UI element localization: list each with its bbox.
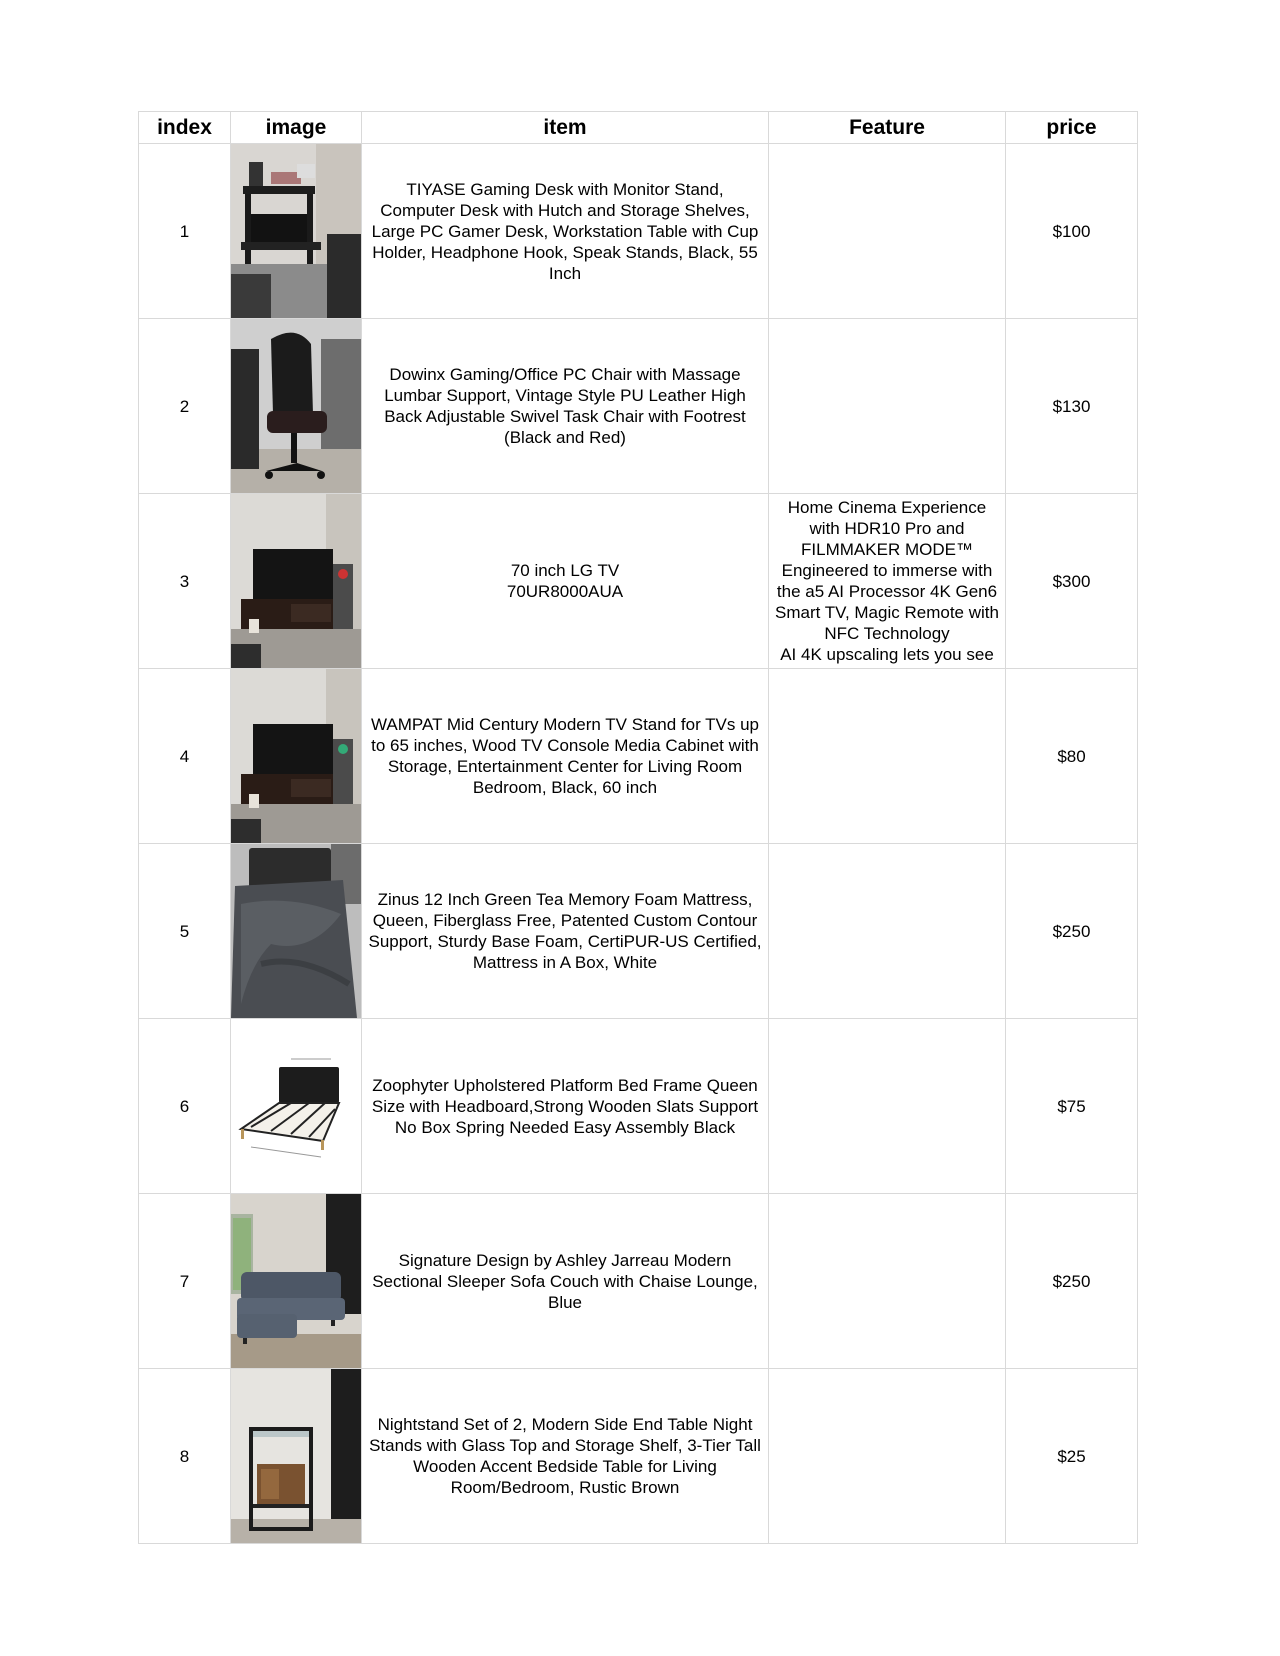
item-cell: TIYASE Gaming Desk with Monitor Stand, Computer Desk with Hutch and Storage Shelves, Large PC Gamer Desk, Workstation Table with Cup Holder, Headphone Hook, Speak Stands, Black, 55 Inch — [362, 144, 769, 319]
item-cell: Signature Design by Ashley Jarreau Modern Sectional Sleeper Sofa Couch with Chaise Lounge, Blue — [362, 1194, 769, 1369]
sofa-photo — [231, 1194, 361, 1368]
table-row — [139, 144, 1138, 319]
index-cell: 4 — [139, 669, 231, 844]
gaming-chair-photo — [231, 319, 361, 493]
index-cell: 2 — [139, 319, 231, 494]
furniture-table — [138, 111, 1138, 1544]
price-cell: $300 — [1006, 494, 1138, 669]
item-cell: Zoophyter Upholstered Platform Bed Frame Queen Size with Headboard,Strong Wooden Slats Support No Box Spring Needed Easy Assembly Black — [362, 1019, 769, 1194]
feature-cell — [769, 144, 1006, 319]
index-cell: 1 — [139, 144, 231, 319]
mattress-photo — [231, 844, 361, 1018]
item-cell: WAMPAT Mid Century Modern TV Stand for TVs up to 65 inches, Wood TV Console Media Cabinet with Storage, Entertainment Center for Living Room Bedroom, Black, 60 inch — [362, 669, 769, 844]
price-cell: $25 — [1006, 1369, 1138, 1544]
index-cell: 3 — [139, 494, 231, 669]
index-cell: 8 — [139, 1369, 231, 1544]
price-cell: $130 — [1006, 319, 1138, 494]
item-cell: Zinus 12 Inch Green Tea Memory Foam Mattress, Queen, Fiberglass Free, Patented Custom Contour Support, Sturdy Base Foam, CertiPUR-US Certified, Mattress in A Box, White — [362, 844, 769, 1019]
table-row — [139, 1019, 1138, 1194]
feature-cell — [769, 844, 1006, 1019]
header-item: item — [362, 112, 769, 144]
tv-photo — [231, 494, 361, 668]
tv-stand-photo — [231, 669, 361, 843]
item-cell: Dowinx Gaming/Office PC Chair with Massage Lumbar Support, Vintage Style PU Leather High Back Adjustable Swivel Task Chair with Footrest (Black and Red) — [362, 319, 769, 494]
header-row — [139, 112, 1138, 144]
header-feature: Feature — [769, 112, 1006, 144]
item-cell: Nightstand Set of 2, Modern Side End Table Night Stands with Glass Top and Storage Shelf, 3-Tier Tall Wooden Accent Bedside Table for Living Room/Bedroom, Rustic Brown — [362, 1369, 769, 1544]
price-cell: $100 — [1006, 144, 1138, 319]
feature-cell — [769, 1019, 1006, 1194]
table-row — [139, 319, 1138, 494]
header-index: index — [139, 112, 231, 144]
price-cell: $80 — [1006, 669, 1138, 844]
price-cell: $250 — [1006, 1194, 1138, 1369]
price-cell: $75 — [1006, 1019, 1138, 1194]
gaming-desk-photo — [231, 144, 361, 318]
table-row — [139, 844, 1138, 1019]
header-price: price — [1006, 112, 1138, 144]
feature-cell — [769, 669, 1006, 844]
feature-cell — [769, 1194, 1006, 1369]
header-image: image — [231, 112, 362, 144]
table-row — [139, 1194, 1138, 1369]
bed-frame-photo — [231, 1019, 361, 1193]
index-cell: 7 — [139, 1194, 231, 1369]
table-row — [139, 494, 1138, 669]
index-cell: 6 — [139, 1019, 231, 1194]
feature-cell — [769, 319, 1006, 494]
index-cell: 5 — [139, 844, 231, 1019]
nightstand-photo — [231, 1369, 361, 1543]
item-cell: 70 inch LG TV 70UR8000AUA — [362, 494, 769, 669]
feature-cell: Home Cinema Experience with HDR10 Pro and FILMMAKER MODE™ Engineered to immerse with the a5 AI Processor 4K Gen6 Smart TV, Magic Remote with NFC Technology AI 4K upscaling lets you see — [769, 494, 1006, 669]
price-cell: $250 — [1006, 844, 1138, 1019]
table-row — [139, 669, 1138, 844]
feature-cell — [769, 1369, 1006, 1544]
table-row — [139, 1369, 1138, 1544]
